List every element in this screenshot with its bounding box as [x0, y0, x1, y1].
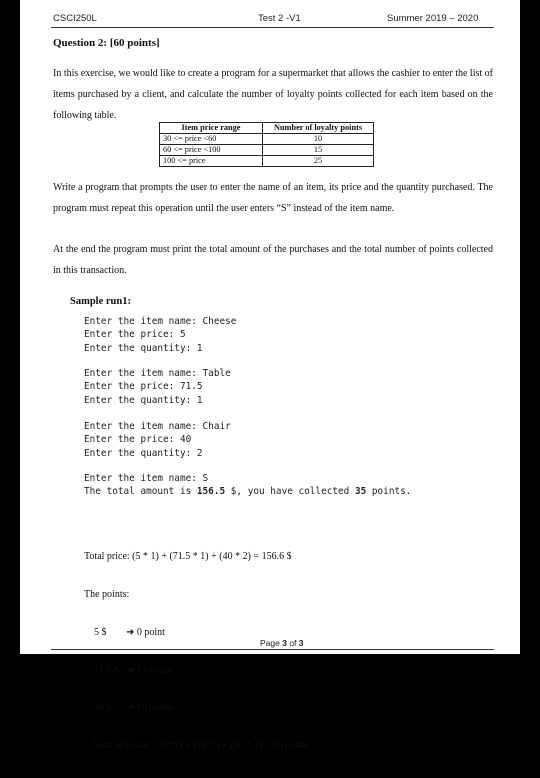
console-total-line: [84, 485, 411, 498]
table-row: [160, 145, 374, 156]
console-line: Enter the item name: Table: [84, 368, 231, 379]
sample-run-title: Sample run1:: [70, 296, 131, 307]
console-line: Enter the item name: Cheese: [84, 316, 237, 327]
task-paragraph: Write a program that prompts the user to enter the name of an item, its price and the quantity purchased. The program must repeat this operation until the user enters “S” instead of the item name.: [53, 182, 493, 214]
loyalty-table: [159, 122, 374, 167]
console-line: Enter the quantity: 1: [84, 342, 203, 354]
console-line: Enter the price: 5: [84, 329, 186, 341]
sum-line: Sum of points = (0*1) + (15*1) + (10 * 2) = 35 points: [94, 740, 310, 752]
page-footer: [260, 638, 304, 648]
console-line: Enter the item name: S: [84, 473, 209, 484]
console-line: Enter the item name: Chair: [84, 421, 231, 432]
points-value: 15 points: [136, 664, 174, 676]
console-line: Enter the price: 40: [84, 434, 192, 446]
points-value: 10 points: [136, 702, 174, 714]
table-header-points: Number of loyalty points: [263, 123, 374, 134]
exam-page: [20, 0, 520, 752]
table-cell-range: 30 <= price <60: [160, 134, 263, 145]
test-name: Test 2 -V1: [258, 13, 301, 24]
total-points: 35: [354, 486, 367, 498]
question-title: Question 2: [60 points]: [53, 37, 160, 49]
header-rule: [51, 27, 494, 28]
sample-block-1: [84, 315, 236, 355]
table-cell-points: 25: [263, 156, 374, 167]
total-suffix: points.: [366, 486, 412, 498]
sample-block-2: [84, 367, 231, 407]
points-price: 71.5 $: [94, 664, 119, 676]
points-label: The points:: [84, 588, 130, 600]
footer-page-number: 3: [282, 638, 287, 648]
calculation-block: [84, 526, 310, 778]
total-price-line: Total price: (5 * 1) + (71.5 * 1) + (40 * 2) = 156.6 $: [84, 551, 292, 563]
points-price: 40 $: [94, 702, 112, 714]
table-header-price: Item price range: [160, 123, 263, 134]
footer-page-of: of: [286, 638, 299, 648]
total-middle: $, you have collected: [225, 486, 355, 498]
arrow-right-icon: ➜: [126, 626, 137, 638]
console-line: Enter the quantity: 2: [84, 447, 203, 459]
total-prefix: The total amount is: [84, 486, 197, 498]
footer-page-total: 3: [298, 638, 304, 648]
footer-page-prefix: Page: [260, 638, 283, 648]
sample-block-4: [84, 472, 411, 499]
table-row: [160, 134, 374, 145]
term: Summer 2019 – 2020: [387, 13, 479, 24]
page-header: [51, 13, 494, 27]
table-cell-points: 15: [263, 145, 374, 156]
points-row: [84, 665, 310, 678]
total-amount: 156.5: [196, 486, 226, 498]
table-cell-range: 60 <= price <100: [160, 145, 263, 156]
table-cell-range: 100 <= price: [160, 156, 263, 167]
table-header-row: [160, 123, 374, 134]
console-line: Enter the quantity: 1: [84, 394, 203, 406]
arrow-right-icon: ➜: [126, 702, 137, 714]
sample-block-3: [84, 420, 231, 460]
output-paragraph: At the end the program must print the total amount of the purchases and the total number of points collected in this transaction.: [53, 244, 493, 276]
table-row: [160, 156, 374, 167]
table-cell-points: 10: [263, 134, 374, 145]
points-price: 5 $: [94, 626, 107, 638]
course-code: CSCI250L: [53, 13, 97, 24]
footer-rule: [51, 649, 494, 650]
points-row: [84, 702, 310, 715]
arrow-right-icon: ➜: [126, 664, 137, 676]
intro-paragraph: In this exercise, we would like to create a program for a supermarket that allows the cashier to enter the list of items purchased by a client, and calculate the number of loyalty points collected for each item based on the following table.: [53, 68, 493, 121]
points-value: 0 point: [136, 626, 165, 638]
console-line: Enter the price: 71.5: [84, 381, 203, 393]
